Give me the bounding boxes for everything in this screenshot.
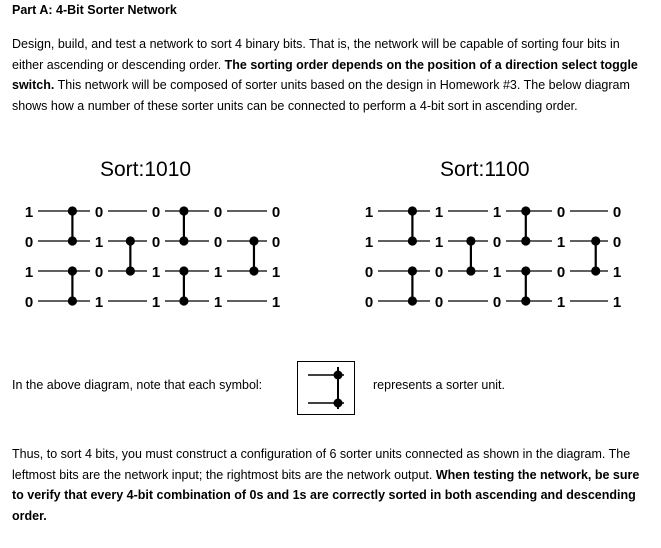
bit-label: 1	[364, 234, 374, 251]
bit-label: 0	[94, 204, 104, 221]
sorter-unit-node	[126, 236, 135, 245]
bit-label: 0	[94, 264, 104, 281]
bit-label: 1	[151, 294, 161, 311]
sorter-unit-node	[466, 236, 475, 245]
bit-label: 0	[364, 264, 374, 281]
sorter-unit-node	[521, 296, 530, 305]
bit-label: 1	[213, 264, 223, 281]
sorter-unit-icon	[298, 362, 354, 414]
sorter-unit-node	[591, 236, 600, 245]
bit-label: 1	[24, 204, 34, 221]
bit-label: 1	[271, 264, 281, 281]
intro-text-1: Design, build, and test a network to sort 4 binary bits. That is, the network will be capable of sorting four bits in either ascending or descending order.	[12, 37, 620, 72]
sorter-unit-node	[521, 206, 530, 215]
sorter-unit-symbol	[297, 361, 355, 415]
diagram-1-network	[23, 201, 282, 311]
bit-label: 1	[271, 294, 281, 311]
sorter-unit-node	[179, 296, 188, 305]
sorter-unit-node	[408, 206, 417, 215]
bit-label: 1	[556, 294, 566, 311]
sorter-unit-node	[408, 236, 417, 245]
bit-label: 0	[556, 204, 566, 221]
bit-label: 0	[151, 204, 161, 221]
sorter-unit-node	[249, 266, 258, 275]
bit-label: 0	[492, 234, 502, 251]
bit-label: 1	[492, 264, 502, 281]
intro-text-2: This network will be composed of sorter units based on the design in Homework #3. The below diagram shows how a number of these sorter units can be connected to perform a 4-bit sort in ascending order.	[12, 78, 630, 113]
symbol-note-right: represents a sorter unit.	[373, 378, 506, 392]
bit-label: 1	[94, 234, 104, 251]
page-title: Part A: 4-Bit Sorter Network	[12, 3, 177, 17]
bit-label: 0	[151, 234, 161, 251]
bit-label: 0	[364, 294, 374, 311]
bit-label: 1	[213, 294, 223, 311]
intro-paragraph	[12, 34, 642, 116]
sorter-unit-node	[521, 236, 530, 245]
bit-label: 1	[434, 234, 444, 251]
sorter-unit-node	[68, 236, 77, 245]
bit-label: 0	[271, 204, 281, 221]
bit-label: 1	[434, 204, 444, 221]
sorter-unit-node	[179, 236, 188, 245]
sorter-unit-node	[591, 266, 600, 275]
bit-label: 0	[492, 294, 502, 311]
symbol-note-left: In the above diagram, note that each symbol:	[12, 378, 263, 392]
bit-label: 1	[556, 234, 566, 251]
bit-label: 0	[271, 234, 281, 251]
sorter-unit-node	[408, 266, 417, 275]
intro-bold-text: The sorting order depends on the position of a direction select toggle switch.	[12, 57, 638, 92]
sorter-unit-node	[466, 266, 475, 275]
bit-label: 0	[556, 264, 566, 281]
sorter-unit-node	[68, 296, 77, 305]
bit-label: 0	[24, 294, 34, 311]
sorter-unit-node	[408, 296, 417, 305]
bit-label: 0	[612, 234, 622, 251]
bit-label: 0	[434, 264, 444, 281]
closing-bold-text: When testing the network, be sure to verify that every 4-bit combination of 0s and 1s are correctly sorted in both ascending and descending order.	[12, 467, 640, 523]
sorter-unit-node	[249, 236, 258, 245]
closing-text: Thus, to sort 4 bits, you must construct a configuration of 6 sorter units connected as shown in the diagram. The leftmost bits are the network input; the rightmost bits are the network output.	[12, 447, 631, 482]
bit-label: 0	[434, 294, 444, 311]
bit-label: 1	[612, 294, 622, 311]
bit-label: 0	[213, 204, 223, 221]
sorter-unit-node	[68, 266, 77, 275]
sorter-network-diagrams	[0, 160, 661, 330]
bit-label: 1	[492, 204, 502, 221]
diagram-2-network	[363, 201, 623, 311]
diagram-1-title: Sort:1010	[100, 158, 192, 181]
bit-label: 0	[213, 234, 223, 251]
bit-label: 1	[151, 264, 161, 281]
bit-label: 0	[24, 234, 34, 251]
bit-label: 1	[612, 264, 622, 281]
sorter-unit-node	[179, 206, 188, 215]
closing-paragraph	[12, 444, 642, 526]
sorter-unit-node	[68, 206, 77, 215]
diagram-2-title: Sort:1100	[440, 158, 530, 181]
sorter-unit-node	[126, 266, 135, 275]
sorter-unit-node	[179, 266, 188, 275]
bit-label: 0	[612, 204, 622, 221]
bit-label: 1	[94, 294, 104, 311]
bit-label: 1	[364, 204, 374, 221]
sorter-unit-node	[521, 266, 530, 275]
bit-label: 1	[24, 264, 34, 281]
